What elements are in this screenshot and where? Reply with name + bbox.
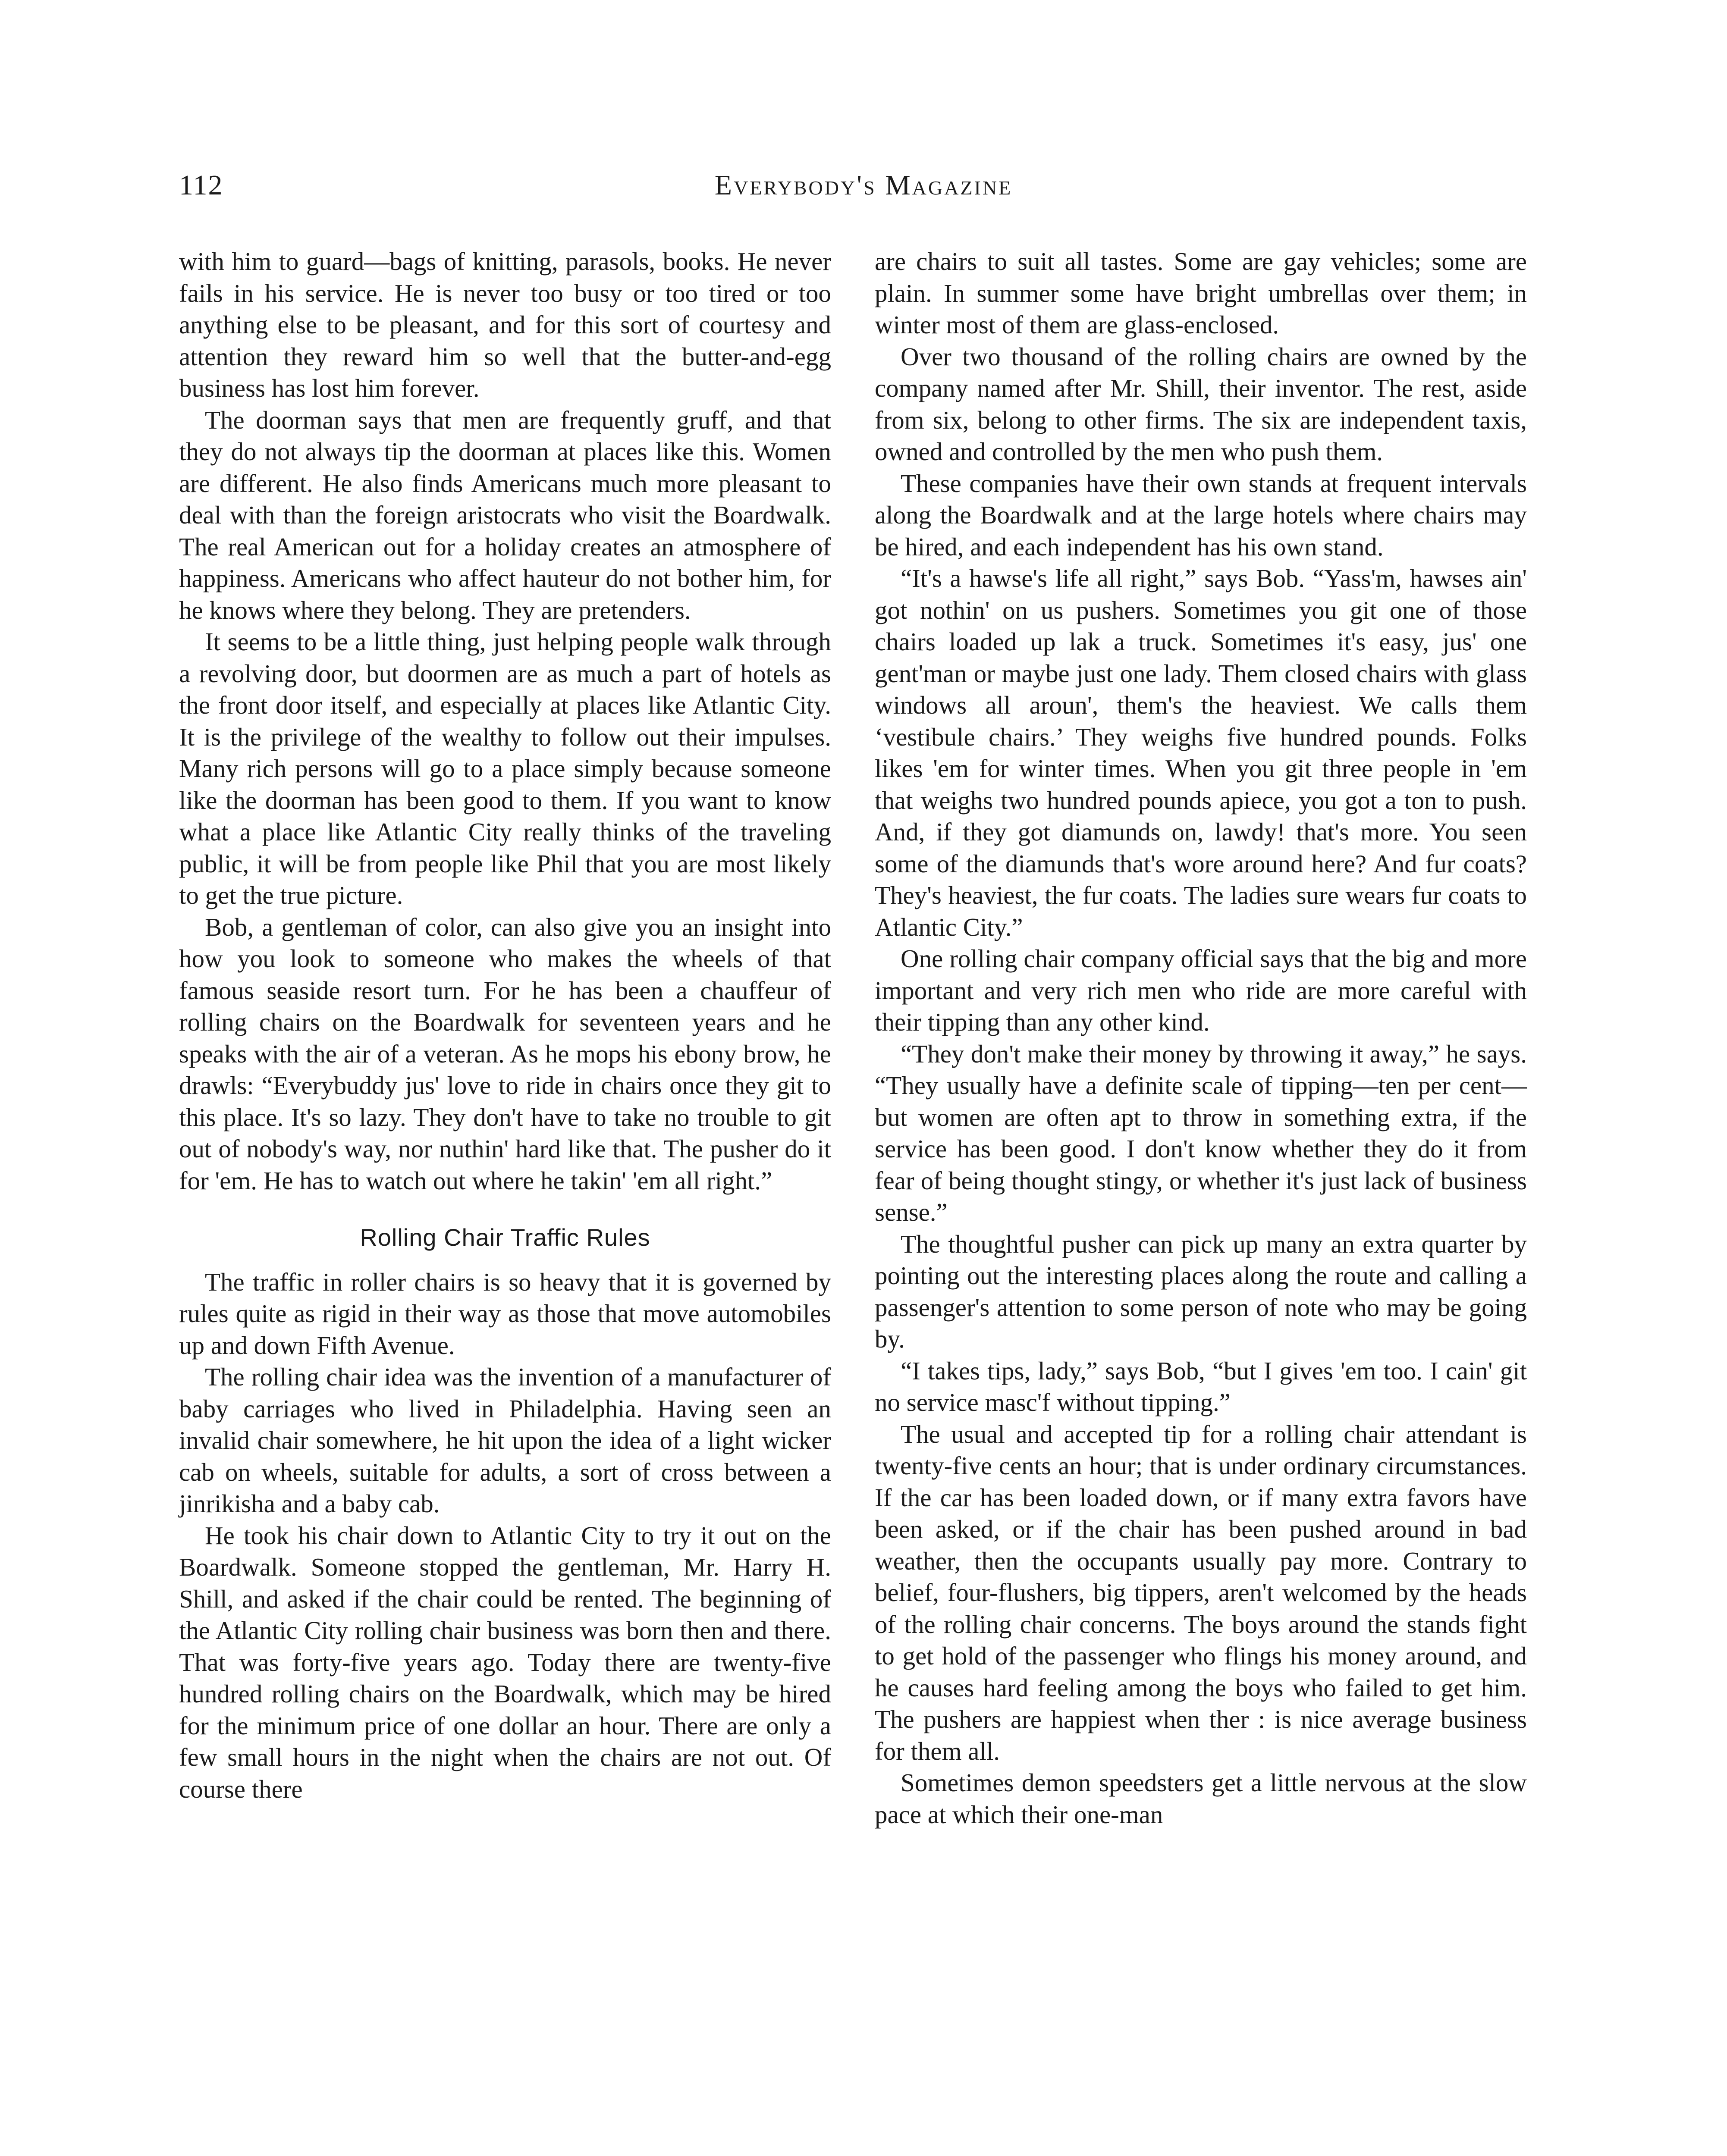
paragraph: “It's a hawse's life all right,” says Bob. “Yass'm, hawses ain' got nothin' on us pushers. Sometimes you git one of those chairs loaded up lak a truck. Sometimes it's easy, jus' one gent'man or maybe just one lady. Them closed chairs with glass windows all aroun', them's the heaviest. We calls them ‘vestibule chairs.’ They weighs five hundred pounds. Folks likes 'em for winter times. When you git three people in 'em that weighs two hundred pounds apiece, you got a ton to push. And, if they got diamunds on, lawdy! that's more. You seen some of the diamunds that's wore around here? And fur coats? They's heaviest, the fur coats. The ladies sure wears fur coats to Atlantic City.” — [875, 564, 1527, 941]
paragraph: The doorman says that men are frequently gruff, and that they do not always tip the doorman at places like this. Women are different. He also finds Americans much more pleasant to deal with than the foreign aristocrats who visit the Boardwalk. The real American out for a holiday creates an atmosphere of happiness. Americans who affect hauteur do not bother him, for he knows where they belong. They are pretenders. — [179, 405, 831, 624]
paragraph: “They don't make their money by throwing it away,” he says. “They usually have a definite scale of tipping—ten per cent—but women are often apt to throw in something extra, if the service has been good. I don't know whether they do it from fear of being thought stingy, or whether it's just lack of business sense.” — [875, 1039, 1527, 1226]
running-title: Everybody's Magazine — [714, 169, 1013, 201]
paragraph: Bob, a gentleman of color, can also give you an insight into how you look to someone who makes the wheels of that famous seaside resort turn. For he has been a chauffeur of rolling chairs on the Boardwalk for seventeen years and he speaks with the air of a veteran. As he mops his ebony brow, he drawls: “Everybuddy jus' love to ride in chairs once they git to this place. It's so lazy. They don't have to take no trouble to git out of nobody's way, nor nuthin' hard like that. The pusher do it for 'em. He has to watch out where he takin' 'em all right.” — [179, 912, 831, 1195]
paragraph: The rolling chair idea was the invention of a manufacturer of baby carriages who lived in Philadelphia. Having seen an invalid chair somewhere, he hit upon the idea of a light wicker cab on wheels, suitable for adults, a sort of cross between a jinrikisha and a baby cab. — [179, 1363, 831, 1518]
paragraph: The usual and accepted tip for a rolling chair attendant is twenty-five cents an hour; that is under ordinary circumstances. If the car has been loaded down, or if many extra favors have been asked, or if the chair has been pushed around in bad weather, then the occupants usually pay more. Contrary to belief, four-flushers, big tippers, aren't welcomed by the heads of the rolling chair concerns. The boys around the stands fight to get hold of the passenger who flings his money around, and he causes hard feeling among the boys who failed to get him. The pushers are happiest when ther : is nice average business for them all. — [875, 1420, 1527, 1765]
paragraph: The traffic in roller chairs is so heavy that it is governed by rules quite as rigid in their way as those that move automobiles up and down Fifth Avenue. — [179, 1267, 831, 1360]
paragraph: These companies have their own stands at frequent intervals along the Boardwalk and at the large hotels where chairs may be hired, and each independent has his own stand. — [875, 469, 1527, 561]
paragraph: Sometimes demon speedsters get a little nervous at the slow pace at which their one-man — [875, 1768, 1527, 1829]
right-column — [875, 246, 1527, 1830]
paragraph: He took his chair down to Atlantic City to try it out on the Boardwalk. Someone stopped the gentleman, Mr. Harry H. Shill, and asked if the chair could be rented. The beginning of the Atlantic City rolling chair business was born then and there. That was forty-five years ago. Today there are twenty-five hundred rolling chairs on the Boardwalk, which may be hired for the minimum price of one dollar an hour. There are only a few small hours in the night when the chairs are not out. Of course there — [179, 1521, 831, 1803]
paragraph: with him to guard—bags of knitting, parasols, books. He never fails in his service. He is never too busy or too tired or too anything else to be pleasant, and for this sort of courtesy and attention they reward him so well that the butter-and-egg business has lost him forever. — [179, 247, 831, 402]
paragraph: The thoughtful pusher can pick up many an extra quarter by pointing out the interesting places along the route and calling a passenger's attention to some person of note who may be going by. — [875, 1229, 1527, 1353]
paragraph: One rolling chair company official says that the big and more important and very rich men who ride are more careful with their tipping than any other kind. — [875, 944, 1527, 1036]
page-number: 112 — [179, 169, 223, 201]
paragraph: are chairs to suit all tastes. Some are gay vehicles; some are plain. In summer some have bright umbrellas over them; in winter most of them are glass-enclosed. — [875, 247, 1527, 339]
left-column — [179, 246, 831, 1805]
section-subhead: Rolling Chair Traffic Rules — [360, 1224, 650, 1251]
paragraph: Over two thousand of the rolling chairs are owned by the company named after Mr. Shill, their inventor. The rest, aside from six, belong to other firms. The six are independent taxis, owned and controlled by the men who push them. — [875, 342, 1527, 466]
paragraph: It seems to be a little thing, just helping people walk through a revolving door, but doormen are as much a part of hotels as the front door itself, and especially at places like Atlantic City. It is the privilege of the wealthy to follow out their impulses. Many rich persons will go to a place simply because someone like the doorman has been good to them. If you want to know what a place like Atlantic City really thinks of the traveling public, it will be from people like Phil that you are most likely to get the true picture. — [179, 627, 831, 909]
paragraph: “I takes tips, lady,” says Bob, “but I gives 'em too. I cain' git no service masc'f without tipping.” — [875, 1356, 1527, 1416]
